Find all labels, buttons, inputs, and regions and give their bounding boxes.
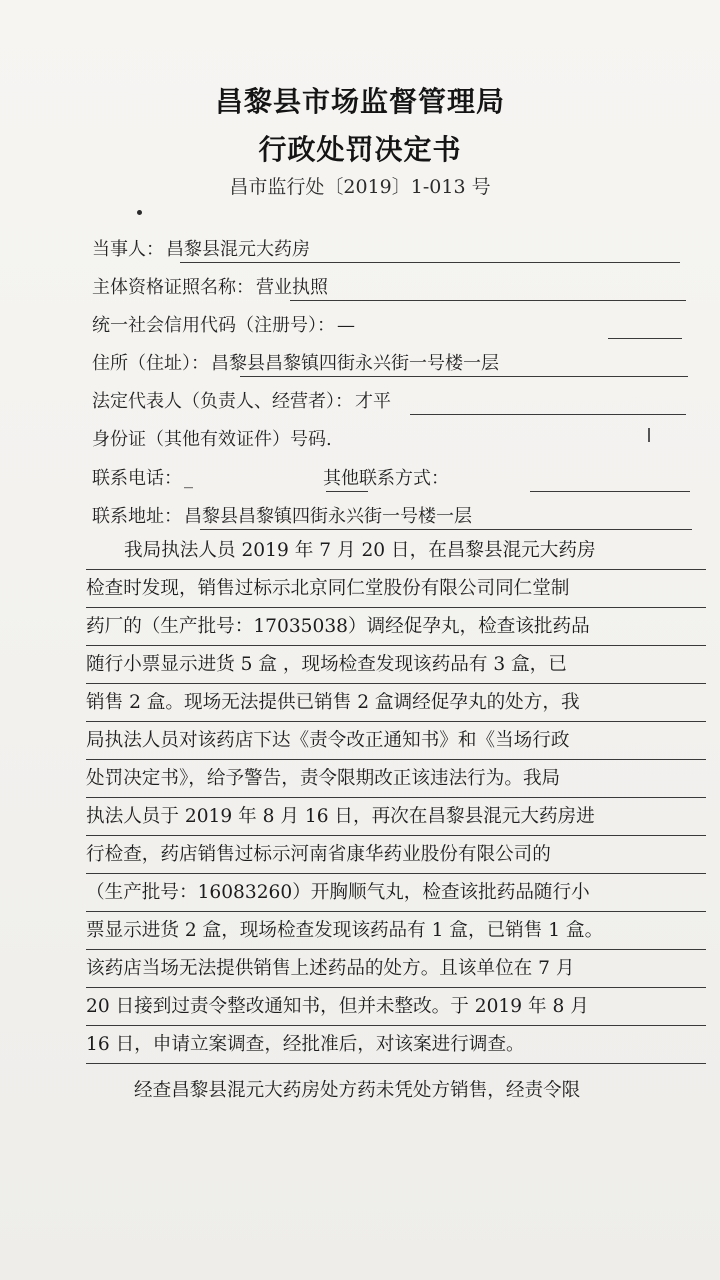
- body-line: 我局执法人员 2019 年 7 月 20 日，在昌黎县混元大药房: [86, 532, 706, 570]
- field-value: 昌黎县混元大药房: [166, 239, 310, 260]
- field-value: _: [184, 468, 193, 489]
- body-line: 执法人员于 2019 年 8 月 16 日，再次在昌黎县混元大药房进: [86, 798, 706, 836]
- field-label: 联系地址：: [92, 506, 182, 527]
- underline: [410, 414, 686, 415]
- field-value: 昌黎县昌黎镇四街永兴街一号楼一层: [184, 506, 472, 527]
- field-label: 身份证（其他有效证件）号码.: [92, 429, 332, 450]
- field-id-number: [92, 428, 334, 452]
- underline: [200, 529, 692, 530]
- body-paragraph-2: [86, 1078, 580, 1104]
- body-line: 该药店当场无法提供销售上述药品的处方。且该单位在 7 月: [86, 950, 706, 988]
- field-label: 当事人：: [92, 239, 164, 260]
- field-label: 统一社会信用代码（注册号）：: [92, 315, 335, 336]
- body-line: 经查昌黎县混元大药房处方药未凭处方销售，经责令限: [134, 1080, 581, 1101]
- body-line: 药厂的（生产批号：17035038）调经促孕丸，检查该批药品: [86, 608, 706, 646]
- field-phone: [92, 467, 451, 491]
- issuer-title: 昌黎县市场监督管理局: [214, 85, 505, 118]
- underline: [180, 262, 680, 263]
- body-line: 行检查，药店销售过标示河南省康华药业股份有限公司的: [86, 836, 706, 874]
- body-line: （生产批号：16083260）开胸顺气丸，检查该批药品随行小: [86, 874, 706, 912]
- field-label: 其他联系方式：: [323, 468, 449, 489]
- body-paragraph: [86, 532, 706, 1064]
- underline: [290, 300, 686, 301]
- body-line: 16 日，申请立案调查，经批准后，对该案进行调查。: [86, 1026, 706, 1064]
- underline: [326, 491, 368, 492]
- field-party: [92, 238, 310, 262]
- underline: [240, 376, 688, 377]
- body-line: 销售 2 盒。现场无法提供已销售 2 盒调经促孕丸的处方，我: [86, 684, 706, 722]
- field-label: 主体资格证照名称：: [92, 277, 254, 298]
- field-value: 昌黎县昌黎镇四街永兴街一号楼一层: [211, 353, 499, 374]
- field-contact-address: [92, 505, 472, 529]
- field-label: 联系电话：: [92, 468, 182, 489]
- field-value: 才平: [355, 391, 391, 412]
- body-line: 局执法人员对该药店下达《责令改正通知书》和《当场行政: [86, 722, 706, 760]
- field-value: 营业执照: [256, 277, 328, 298]
- field-label: 住所（住址）：: [92, 353, 209, 374]
- document-title: 行政处罚决定书: [258, 133, 462, 166]
- field-credit-code: [92, 314, 355, 338]
- body-line: 20 日接到过责令整改通知书，但并未整改。于 2019 年 8 月: [86, 988, 706, 1026]
- underline: [530, 491, 690, 492]
- ink-dot: [137, 210, 142, 215]
- field-license-name: [92, 276, 328, 300]
- body-line: 随行小票显示进货 5 盒 ，现场检查发现该药品有 3 盒，已: [86, 646, 706, 684]
- field-value: —: [337, 315, 355, 336]
- document-number: 昌市监行处〔2019〕1-013 号: [229, 176, 491, 198]
- body-line: 票显示进货 2 盒，现场检查发现该药品有 1 盒，已销售 1 盒。: [86, 912, 706, 950]
- field-label: 法定代表人（负责人、经营者）：: [92, 391, 353, 412]
- field-legal-rep: [92, 390, 391, 414]
- body-line: 处罚决定书》，给予警告，责令限期改正该违法行为。我局: [86, 760, 706, 798]
- ink-mark: [648, 428, 650, 442]
- underline: [608, 338, 682, 339]
- body-line: 检查时发现，销售过标示北京同仁堂股份有限公司同仁堂制: [86, 570, 706, 608]
- field-address: [92, 352, 499, 376]
